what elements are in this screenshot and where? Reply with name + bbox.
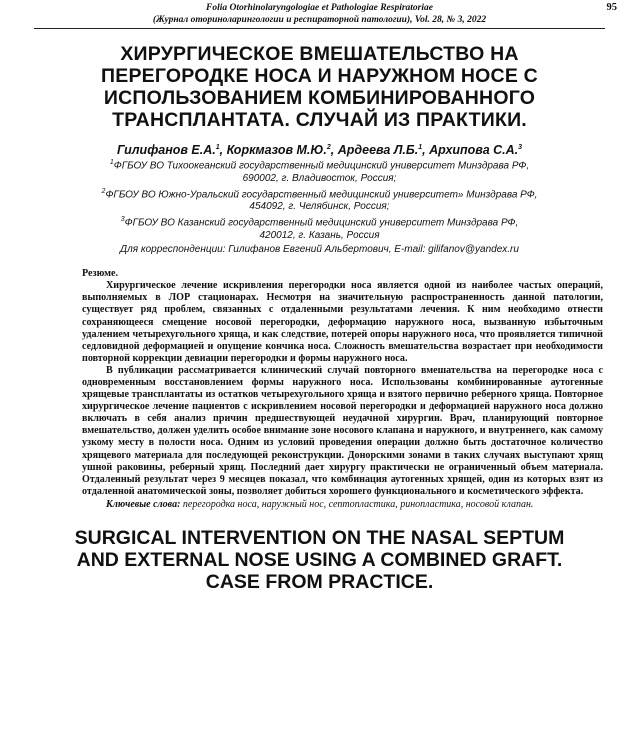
abstract-label: Резюме. [82, 268, 119, 280]
title-en-line: CASE FROM PRACTICE. [205, 570, 434, 593]
affiliation-line: 454092, г. Челябинск, Россия; [249, 201, 390, 213]
keywords-text: перегородка носа, наружный нос, септопластика, ринопластика, носовой клапан. [182, 498, 534, 510]
author-name: Коркмазов М.Ю. [226, 143, 327, 157]
abstract-paragraph: В публикации рассматривается клинический случай повторного вмешательства на перегородке носа с одновременным восстановлением формы наружного носа. Использованы комбинированные аутогенные хрящевые трансплантаты из остатков четырехугольного хряща и взятого первично реберного хряща. Повторное хирургическое лечение пациентов с искривлением носовой перегородки и деформацией наружного носа должно включать в себя анализ причин предшествующей неудачной хирургии. Врач, планирующий повторное вмешательство, должен уделить особое внимание зоне носового клапана и наружного, и внутреннего, как самому узкому месту в полости носа. Одним из условий проведения операции должно быть достаточное количество хрящевого материала для последующей реконструкции. Донорскими зонами в таких случаях выступают хрящ ушной раковины, реберный хрящ. Последний дает хирургу практически не ограниченный объем материала. Отдаленный результат через 9 месяцев показал, что комбинация аутогенных хрящей, один из которых взят из отдаленной анатомической зоны, позволяет добиться хорошего функционального и косметического эффекта. [82, 364, 603, 497]
affiliation-mark: 2 [101, 187, 106, 195]
affiliation [34, 157, 605, 186]
affiliations [34, 157, 605, 256]
author-name: Архипова С.А. [429, 143, 519, 157]
abstract-paragraph: Хирургическое лечение искривления перегородки носа является одной из наиболее частых операций, выполняемых в ЛОР стационарах. Несмотря на значительную распространенность данной патологии, существует ряд проблем, связанных с отдаленными результатами лечения. К ним необходимо отнести сохраняющееся смещение носовой перегородки, деформацию наружного носа, вызванную избыточным удалением четырехугольного хряща, и как следствие, потерей опоры наружного носа, что проявляется типичной седловидной деформацией и опущение кончика носа. Сложность вмешательства возрастает при необходимости повторной коррекции девиации перегородки и формы наружного носа. [82, 280, 603, 364]
page-number: 95 [606, 2, 617, 13]
title-ru-line: ТРАНСПЛАНТАТА. СЛУЧАЙ ИЗ ПРАКТИКИ. [112, 109, 527, 131]
keywords [82, 499, 603, 511]
header-divider [34, 28, 605, 29]
abstract [34, 268, 605, 511]
author-name: Гилифанов Е.А. [116, 143, 216, 157]
title-ru-line: ХИРУРГИЧЕСКОЕ ВМЕШАТЕЛЬСТВО НА [120, 43, 519, 65]
title-ru-line: ИСПОЛЬЗОВАНИЕМ КОМБИНИРОВАННОГО [103, 87, 536, 109]
affiliation-mark: 3 [120, 216, 125, 224]
author-list: Гилифанов Е.А.$^1$, Коркмазов М.Ю.$^2$, Ардеева Л.Б.$^1$, Архипова С.А.$^3$ [116, 143, 523, 157]
keywords-label: Ключевые слова: [106, 498, 181, 510]
title-en-line: AND EXTERNAL NOSE USING A COMBINED GRAFT. [76, 548, 563, 571]
author-affiliation-mark: 1 [215, 143, 220, 151]
affiliation [34, 214, 605, 243]
author-affiliation-mark: 3 [518, 143, 523, 151]
affiliation [34, 186, 605, 215]
affiliation-mark: 1 [109, 159, 114, 166]
affiliation-line: 420012, г. Казань, Россия [259, 229, 380, 241]
affiliation-line: ФГБОУ ВО Тихоокеанский государственный медицинский университет Минздрава РФ, [113, 160, 530, 172]
affiliation-line: 690002, г. Владивосток, Россия; [242, 172, 397, 184]
correspondence: Для корреспонденции: Гилифанов Евгений Альбертович, E-mail: gilifanov@yandex.ru [120, 243, 519, 255]
title-en-line: SURGICAL INTERVENTION ON THE NASAL SEPTUM [74, 526, 565, 549]
author-name: Ардеева Л.Б. [337, 143, 419, 157]
title-ru-line: ПЕРЕГОРОДКЕ НОСА И НАРУЖНОМ НОСЕ С [101, 65, 538, 87]
affiliation-line: ФГБОУ ВО Казанский государственный медицинский университет Минздрава РФ, [124, 217, 519, 229]
journal-title-en: Folia Otorhinolaryngologiae et Pathologiae Respiratoriae [206, 3, 433, 13]
author-affiliation-mark: 1 [418, 143, 423, 151]
author-affiliation-mark: 2 [326, 143, 331, 151]
journal-title-ru: (Журнал оториноларингологии и респираторной патологии), Vol. 28, № 3, 2022 [152, 15, 487, 25]
article-title-en [34, 527, 605, 593]
article-title-ru [34, 43, 605, 131]
journal-header [34, 0, 605, 26]
affiliation-line: ФГБОУ ВО Южно-Уральский государственный медицинский университет» Минздрава РФ, [105, 188, 538, 200]
